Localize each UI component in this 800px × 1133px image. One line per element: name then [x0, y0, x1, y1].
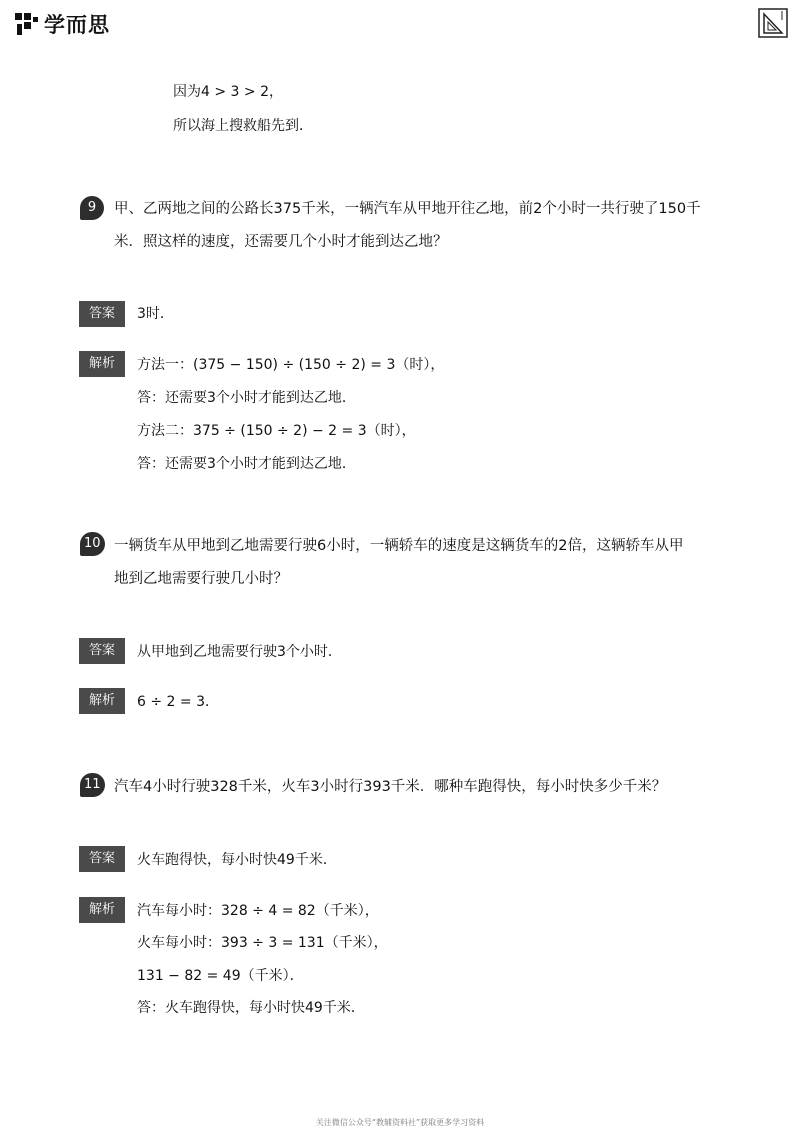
answer-text: 3时．: [137, 306, 174, 322]
analysis-line: 6 ÷ 2 = 3．: [137, 694, 219, 710]
question-number-badge: 11: [80, 773, 105, 797]
question-text: 米．照这样的速度，还需要几个小时才能到达乙地？: [114, 234, 448, 250]
analysis-tag: 解析: [79, 897, 125, 923]
answer-text: 火车跑得快，每小时快49千米．: [137, 852, 337, 868]
brand-logo: [14, 10, 110, 38]
logo-mark-icon: [14, 11, 40, 37]
answer-tag: 答案: [79, 846, 125, 872]
intro-line-2: 所以海上搜救船先到．: [173, 118, 313, 134]
question-text: 地到乙地需要行驶几小时？: [114, 571, 288, 587]
analysis-tag: 解析: [79, 688, 125, 714]
answer-text: 从甲地到乙地需要行驶3个小时．: [137, 644, 342, 660]
page-header: [0, 0, 800, 50]
question-number-badge: 10: [80, 532, 105, 556]
analysis-line: 火车每小时：393 ÷ 3 = 131（千米），: [137, 935, 388, 951]
answer-tag: 答案: [79, 301, 125, 327]
question-number-badge: 9: [80, 196, 104, 220]
analysis-line: 方法二：375 ÷ (150 ÷ 2) − 2 = 3（时），: [137, 423, 416, 439]
footer-note: 关注微信公众号“教辅资料社”获取更多学习资料: [315, 1118, 485, 1127]
intro-line-1: 因为4 > 3 > 2，: [173, 84, 283, 100]
analysis-line: 汽车每小时：328 ÷ 4 = 82（千米），: [137, 903, 379, 919]
analysis-line: 答：还需要3个小时才能到达乙地．: [137, 456, 356, 472]
logo-text: 学而思: [44, 13, 110, 37]
ruler-triangle-icon: [758, 8, 788, 38]
answer-tag: 答案: [79, 638, 125, 664]
question-text: 一辆货车从甲地到乙地需要行驶6小时，一辆轿车的速度是这辆货车的2倍，这辆轿车从甲: [114, 538, 684, 554]
analysis-line: 方法一：(375 − 150) ÷ (150 ÷ 2) = 3（时），: [137, 357, 445, 373]
analysis-line: 答：火车跑得快，每小时快49千米．: [137, 1000, 365, 1016]
analysis-line: 答：还需要3个小时才能到达乙地．: [137, 390, 356, 406]
question-text: 甲、乙两地之间的公路长375千米，一辆汽车从甲地开往乙地，前2个小时一共行驶了150千: [114, 201, 701, 217]
question-text: 汽车4小时行驶328千米，火车3小时行393千米．哪种车跑得快，每小时快多少千米？: [114, 779, 667, 795]
analysis-line: 131 − 82 = 49（千米）．: [137, 968, 304, 984]
analysis-tag: 解析: [79, 351, 125, 377]
